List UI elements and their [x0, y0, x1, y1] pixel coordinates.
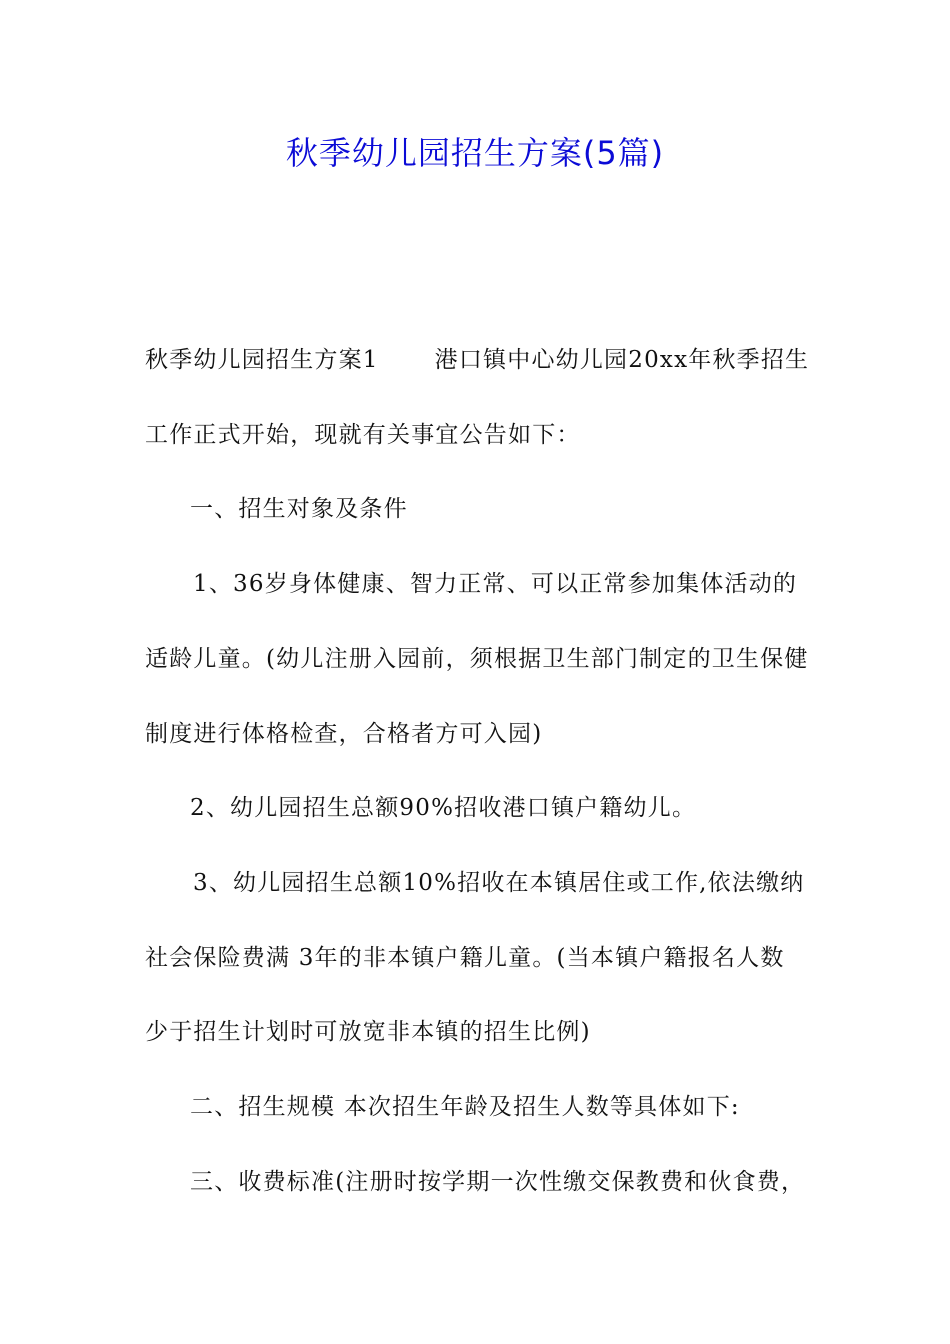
- paragraph-line: 工作正式开始，现就有关事宜公告如下：: [145, 422, 581, 448]
- section-heading: 三、收费标准(注册时按学期一次性缴交保教费和伙食费，: [190, 1169, 806, 1195]
- section-heading: 一、招生对象及条件: [190, 496, 408, 522]
- list-item: 1、36岁身体健康、智力正常、可以正常参加集体活动的: [193, 571, 798, 597]
- paragraph-text: 港口镇中心幼儿园20xx年秋季招生: [434, 347, 810, 373]
- document-title: 秋季幼儿园招生方案(5篇): [285, 134, 665, 172]
- list-item: 3、幼儿园招生总额10%招收在本镇居住或工作,依法缴纳: [193, 870, 805, 896]
- section-heading: 二、招生规模 本次招生年龄及招生人数等具体如下:: [190, 1094, 740, 1120]
- paragraph-line: 适龄儿童。(幼儿注册入园前，须根据卫生部门制定的卫生保健: [145, 646, 809, 672]
- section-heading-inline: 秋季幼儿园招生方案1: [145, 347, 379, 373]
- paragraph-line: 少于招生计划时可放宽非本镇的招生比例): [145, 1019, 591, 1045]
- list-item: 2、幼儿园招生总额90%招收港口镇户籍幼儿。: [190, 795, 697, 821]
- paragraph-line: [145, 342, 810, 378]
- paragraph-line: 社会保险费满 3年的非本镇户籍儿童。(当本镇户籍报名人数: [145, 945, 785, 971]
- paragraph-line: 制度进行体格检查，合格者方可入园): [145, 721, 543, 747]
